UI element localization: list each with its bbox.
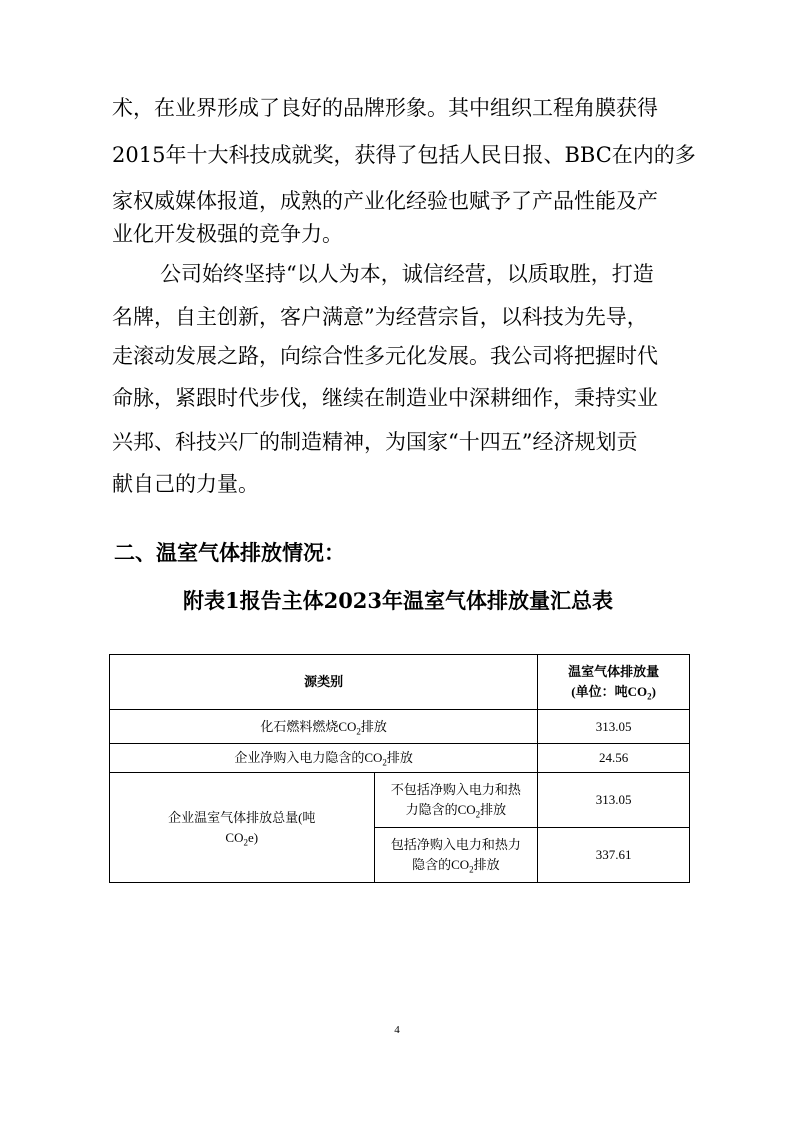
subrow-including-line1: 包括净购入电力和热力 [390, 837, 521, 852]
paragraph-2-line-2: 名牌，自主创新，客户满意”为经营宗旨，以科技为先导， [112, 305, 648, 329]
subrow-including-subscript: 2 [469, 864, 474, 875]
subrow-including-line2 [379, 855, 534, 875]
header-unit-subscript: 2 [647, 691, 652, 702]
header-emission-amount [538, 655, 690, 710]
total-label-line2 [114, 828, 370, 848]
subrow-excluding-label [374, 773, 538, 828]
header-unit-text: (单位：吨CO [571, 684, 648, 699]
total-label-subscript: 2 [243, 837, 248, 848]
paragraph-2-line-4: 命脉，紧跟时代步伐，继续在制造业中深耕细作，秉持实业 [112, 386, 658, 410]
subrow-including-text: 隐含的CO [412, 857, 470, 872]
section-heading: 二、温室气体排放情况： [114, 540, 345, 565]
paragraph-1-line-4: 业化开发极强的竞争力。 [112, 222, 343, 246]
total-emissions-label [110, 773, 375, 883]
row-fossil-fuel-text: 化石燃料燃烧CO [260, 718, 357, 734]
table-row [110, 710, 690, 744]
row-purchased-electricity-value: 24.56 [538, 744, 690, 773]
row-electricity-subscript: 2 [382, 757, 387, 768]
row-fossil-fuel-value: 313.05 [538, 710, 690, 744]
total-label-suffix: e) [247, 829, 259, 845]
emissions-summary-table [109, 654, 690, 883]
subrow-excluding-text: 力隐含的CO [405, 802, 476, 817]
subrow-excluding-value: 313.05 [538, 773, 690, 828]
table-title: 附表1报告主体2023年温室气体排放量汇总表 [182, 588, 614, 613]
paragraph-1-line-1: 术，在业界形成了良好的品牌形象。其中组织工程角膜获得 [112, 96, 658, 120]
subrow-excluding-suffix: 排放 [480, 802, 507, 817]
header-emission-line2 [542, 682, 685, 702]
table-header-row [110, 655, 690, 710]
row-fossil-fuel-suffix: 排放 [360, 718, 387, 734]
paragraph-2-line-5: 兴邦、科技兴厂的制造精神，为国家“十四五”经济规划贡 [112, 430, 638, 454]
row-electricity-text: 企业净购入电力隐含的CO [234, 750, 383, 765]
header-source-category: 源类别 [110, 655, 538, 710]
subrow-excluding-line2 [379, 800, 534, 820]
paragraph-2-line-3: 走滚动发展之路，向综合性多元化发展。我公司将把握时代 [112, 344, 658, 368]
row-fossil-fuel-subscript: 2 [356, 726, 361, 737]
paragraph-1-line-2: 2015年十大科技成就奖，获得了包括人民日报、BBC在内的多 [112, 143, 696, 167]
header-emission-line1: 温室气体排放量 [568, 664, 660, 679]
table-row [110, 744, 690, 773]
table-row [110, 773, 690, 828]
subrow-excluding-line1: 不包括净购入电力和热 [390, 782, 521, 797]
row-purchased-electricity-label [110, 744, 538, 773]
row-fossil-fuel-label [110, 710, 538, 744]
paragraph-1-line-3: 家权威媒体报道，成熟的产业化经验也赋予了产品性能及产 [112, 189, 658, 213]
total-label-co: CO [225, 829, 244, 845]
row-electricity-suffix: 排放 [386, 750, 413, 765]
total-label-line1: 企业温室气体排放总量(吨 [168, 809, 316, 825]
paragraph-2-line-1: 公司始终坚持“以人为本，诚信经营，以质取胜，打造 [160, 262, 654, 286]
page-number: 4 [394, 1024, 400, 1036]
header-unit-close: ) [651, 684, 656, 699]
subrow-including-label [374, 828, 538, 883]
subrow-including-value: 337.61 [538, 828, 690, 883]
subrow-excluding-subscript: 2 [475, 809, 481, 820]
subrow-including-suffix: 排放 [473, 857, 500, 872]
paragraph-2-line-6: 献自己的力量。 [112, 472, 259, 496]
